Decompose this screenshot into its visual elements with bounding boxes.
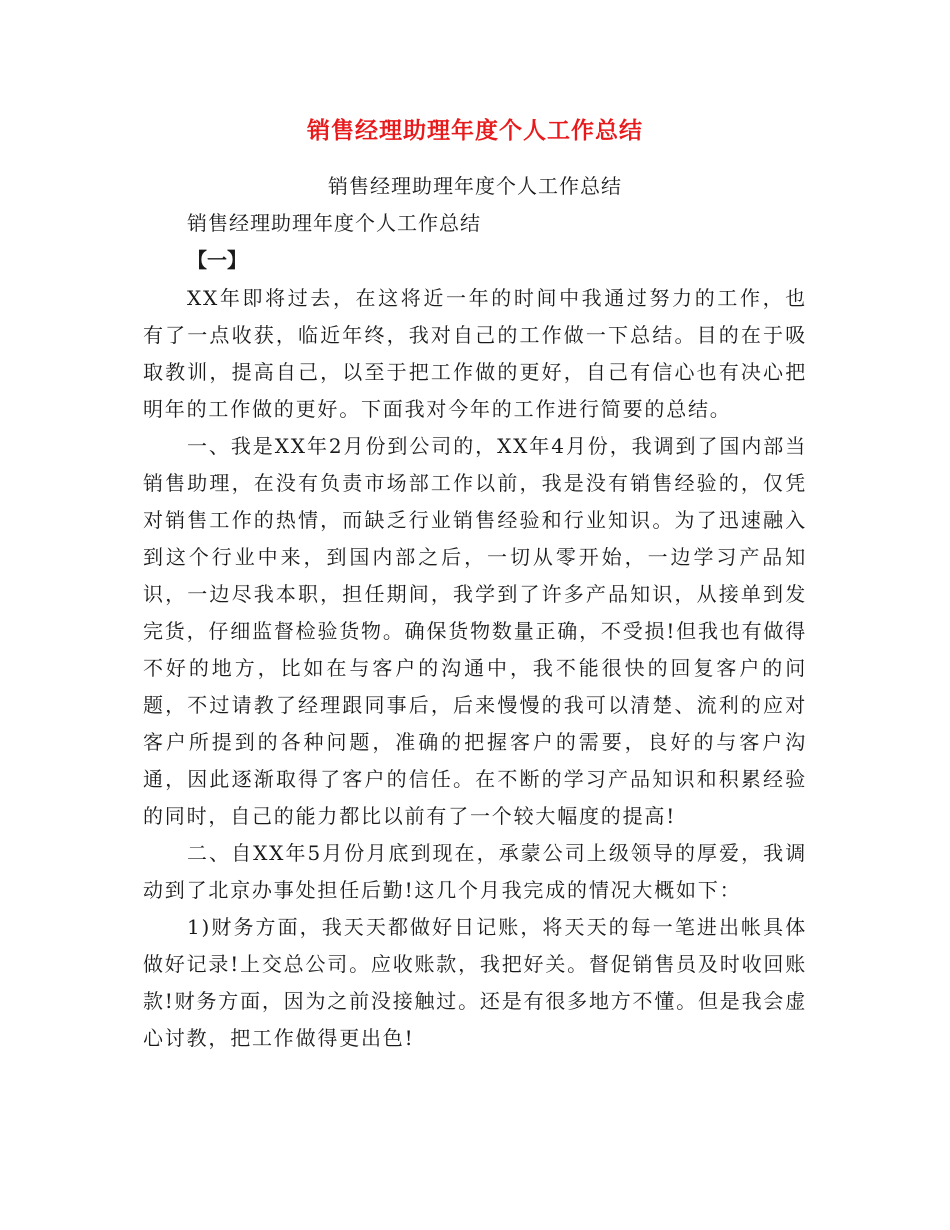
paragraph-intro: XX年即将过去，在这将近一年的时间中我通过努力的工作，也有了一点收获，临近年终，我对自己的工作做一下总结。目的在于吸取教训，提高自己，以至于把工作做的更好，自己有信心也有决心把明年的工作做的更好。下面我对今年的工作进行简要的总结。 (143, 286, 807, 421)
paragraph-section-two: 二、自XX年5月份月底到现在，承蒙公司上级领导的厚爱，我调动到了北京办事处担任后勤!这几个月我完成的情况大概如下： (143, 841, 807, 902)
section-label: 【一】 (187, 248, 247, 272)
document-body (143, 280, 807, 1057)
document-subtitle: 销售经理助理年度个人工作总结 (328, 174, 622, 198)
document-title: 销售经理助理年度个人工作总结 (307, 118, 643, 144)
paragraph-section-one: 一、我是XX年2月份到公司的，XX年4月份，我调到了国内部当销售助理，在没有负责市场部工作以前，我是没有销售经验的，仅凭对销售工作的热情，而缺乏行业销售经验和行业知识。为了迅速融入到这个行业中来，到国内部之后，一切从零开始，一边学习产品知识，一边尽我本职，担任期间，我学到了许多产品知识，从接单到发完货，仔细监督检验货物。确保货物数量正确，不受损!但我也有做得不好的地方，比如在与客户的沟通中，我不能很快的回复客户的问题，不过请教了经理跟同事后，后来慢慢的我可以清楚、流利的应对客户所提到的各种问题，准确的把握客户的需要，良好的与客户沟通，因此逐渐取得了客户的信任。在不断的学习产品知识和积累经验的同时，自己的能力都比以前有了一个较大幅度的提高! (143, 434, 807, 828)
paragraph-finance: 1)财务方面，我天天都做好日记账，将天天的每一笔进出帐具体做好记录!上交总公司。应收账款，我把好关。督促销售员及时收回账款!财务方面，因为之前没接触过。还是有很多地方不懂。但是我会虚心讨教，把工作做得更出色! (143, 915, 807, 1050)
document-subtitle-secondary: 销售经理助理年度个人工作总结 (187, 211, 481, 235)
